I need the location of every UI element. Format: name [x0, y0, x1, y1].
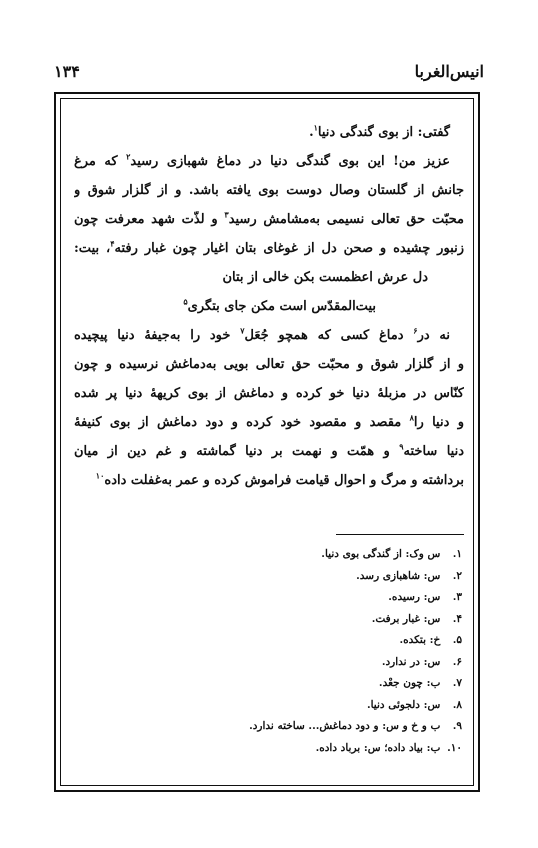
footnote-ref: ۶ — [413, 325, 418, 336]
text-segment: خود را به‌جیفهٔ دنیا پیچیده — [74, 328, 241, 343]
footnote-ref: ۱ — [313, 122, 318, 133]
footnote-text: س: دلجوئی دنیا. — [366, 698, 441, 711]
footnote-item — [72, 630, 462, 652]
text-segment: بیت‌المقدّس است مکن جای بتگری — [187, 299, 376, 314]
verse-line-2 — [74, 292, 464, 321]
footnote-text: ب: چون جعْد. — [378, 677, 441, 689]
text-segment: برداشته و مرگ و احوال قیامت فراموش کرده و عمر به‌غفلت داده — [104, 473, 464, 488]
text-segment: ، بیت: — [74, 241, 111, 256]
text-segment: دنیا ساخته — [403, 444, 464, 459]
text-segment: و همّت و نهمت بر دنیا گماشته و غم دین از میان — [74, 444, 400, 459]
text-segment: که مرغ — [74, 154, 127, 169]
footnote-number: ۶. — [452, 655, 462, 668]
footnote-item — [72, 673, 462, 695]
footnote-text: س: رسیده. — [388, 591, 441, 603]
verse-line-1: دل عرش اعظمست بکن خالی از بتان — [222, 270, 428, 285]
text-line-11 — [74, 466, 464, 495]
footnote-divider — [336, 534, 464, 535]
text-line-4 — [74, 205, 464, 234]
text-segment: و دنیا را — [413, 415, 464, 430]
text-segment: گفتی: از بوی گندگی دنیا — [317, 125, 450, 140]
text-segment: عزیز من! این بوی گندگی دنیا در دماغ شهبازی رسید — [130, 154, 450, 169]
footnote-ref: ۷ — [240, 325, 245, 336]
footnote-item — [72, 652, 462, 674]
footnote-item — [72, 716, 462, 738]
footnote-number: ۸. — [452, 698, 462, 711]
page-header — [54, 62, 484, 84]
footnote-item — [72, 695, 462, 717]
footnote-number: ۹. — [452, 720, 462, 732]
footnote-ref: ۸ — [409, 412, 414, 423]
page-number: ۱۳۴ — [54, 62, 80, 81]
text-line-8: کنّاس در مزبلهٔ دنیا خو کرده و دماغش از بوی کریههٔ دنیا پر شده — [74, 386, 464, 401]
text-line-6 — [74, 321, 464, 350]
footnote-number: ۲. — [452, 569, 462, 582]
footnote-ref: ۹ — [399, 441, 404, 452]
text-segment: زنبور چشیده و صحن دل از غوغای بتان اغیار چون غبار رفته — [114, 241, 464, 256]
text-line-5 — [74, 234, 464, 263]
footnote-item — [72, 587, 462, 609]
text-segment: . — [309, 125, 314, 140]
footnote-ref: ۴ — [110, 238, 115, 249]
text-line-7: و از گلزار شوق و محبّت حق تعالی بویی به‌دماغش نرسیده و چون — [74, 357, 464, 372]
footnote-item — [72, 738, 462, 760]
footnote-item — [72, 566, 462, 588]
footnote-ref: ۱۰ — [95, 470, 105, 481]
text-segment: دماغ کسی که همچو جُعَل — [244, 328, 414, 343]
footnote-number: ۱. — [452, 548, 462, 560]
main-text — [74, 118, 464, 495]
text-segment: مقصد و مقصود خود کرده و دود دماغش از بوی کنیفهٔ — [74, 415, 410, 430]
footnote-item — [72, 609, 462, 631]
text-segment: نه در — [417, 328, 451, 343]
footnote-number: ۳. — [452, 591, 462, 603]
text-line-3: جانش از گلستان وصال دوست بوی یافته باشد. و از گلزار شوق و — [74, 183, 464, 198]
footnote-ref: ۲ — [126, 151, 131, 162]
footnote-number: ۵. — [452, 634, 462, 646]
text-segment: و لذّت شهد معرفت چون — [74, 212, 225, 227]
footnote-text: س و‌ک: از گندگی بوی دنیا. — [321, 548, 441, 560]
running-title: انیس‌الغربا — [414, 62, 484, 81]
footnote-ref: ۳ — [224, 209, 229, 220]
footnote-item — [72, 544, 462, 566]
footnote-number: ۷. — [452, 677, 462, 689]
footnote-number: ۱۰. — [447, 741, 462, 754]
text-line-9 — [74, 408, 464, 437]
footnote-text: ب و خ و س: و دود دماغش... ساخته ندارد. — [249, 720, 441, 732]
text-segment: محبّت حق تعالی نسیمی به‌مشامش رسید — [228, 212, 464, 227]
footnote-text: ب: بیاد داده؛ س: برباد داده. — [315, 741, 441, 754]
footnote-ref: ۵ — [183, 296, 188, 307]
footnote-text: س: شاهبازی رسد. — [356, 569, 441, 582]
footnote-text: س: در ندارد. — [381, 655, 441, 668]
footnote-number: ۴. — [452, 612, 462, 625]
text-line-10 — [74, 437, 464, 466]
text-line-2 — [74, 147, 464, 176]
text-line-1 — [74, 118, 464, 147]
footnote-text: س: غبار برفت. — [371, 612, 441, 625]
footnote-text: خ: بتکده. — [399, 634, 441, 646]
footnotes — [72, 544, 462, 759]
